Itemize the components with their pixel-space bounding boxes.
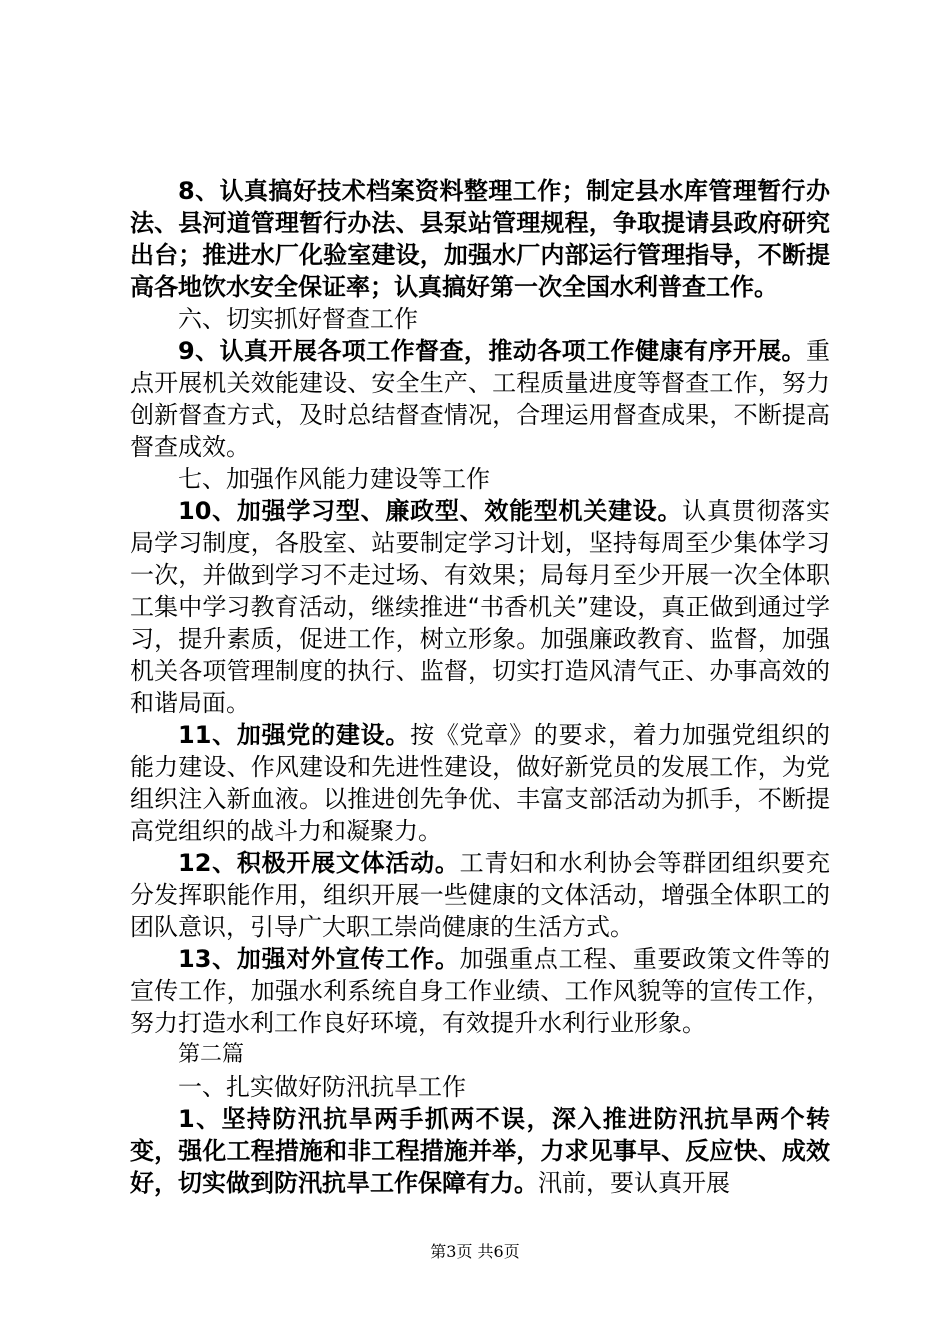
paragraph-8-text: 8、认真搞好技术档案资料整理工作；制定县水库管理暂行办法、县河道管理暂行办法、县泵站管理规程，争取提请县政府研究出台；推进水厂化验室建设，加强水厂内部运行管理指导，不断提高各地饮水安全保证率；认真搞好第一次全国水利普查工作。 (130, 177, 830, 301)
paragraph-13 (130, 943, 830, 1039)
page-footer (0, 1242, 950, 1262)
paragraph-9-lead: 9、认真开展各项工作督查，推动各项工作健康有序开展。 (178, 337, 806, 365)
section-heading-1 (130, 1071, 830, 1103)
paragraph-9 (130, 335, 830, 463)
section-heading-6 (130, 303, 830, 335)
section-heading-1-text: 一、扎实做好防汛抗旱工作 (178, 1073, 466, 1101)
paragraph-8 (130, 175, 830, 303)
paragraph-9-text: 重点开展机关效能建设、安全生产、工程质量进度等督查工作，努力创新督查方式，及时总结督查情况，合理运用督查成果，不断提高督查成效。 (130, 337, 830, 461)
paragraph-13-lead: 13、加强对外宣传工作。 (178, 945, 460, 973)
paragraph-11 (130, 719, 830, 847)
part-label (130, 1039, 830, 1071)
section-heading-7 (130, 463, 830, 495)
section-heading-7-text: 七、加强作风能力建设等工作 (178, 465, 490, 493)
paragraph-10-text: 认真贯彻落实局学习制度，各股室、站要制定学习计划，坚持每周至少集体学习一次，并做到学习不走过场、有效果；局每月至少开展一次全体职工集中学习教育活动，继续推进“书香机关”建设，真正做到通过学习，提升素质，促进工作，树立形象。加强廉政教育、监督，加强机关各项管理制度的执行、监督，切实打造风清气正、办事高效的和谐局面。 (130, 497, 830, 717)
paragraph-1-text: 汛前，要认真开展 (538, 1169, 730, 1197)
page-number-label: 第3页 共6页 (430, 1242, 520, 1261)
paragraph-11-text: 按《党章》的要求，着力加强党组织的能力建设、作风建设和先进性建设，做好新党员的发展工作，为党组织注入新血液。以推进创先争优、丰富支部活动为抓手，不断提高党组织的战斗力和凝聚力。 (130, 721, 830, 845)
paragraph-10-lead: 10、加强学习型、廉政型、效能型机关建设。 (178, 497, 683, 525)
paragraph-1-lead: 1、坚持防汛抗旱两手抓两不误，深入推进防汛抗旱两个转变，强化工程措施和非工程措施并举，力求见事早、反应快、成效好，切实做到防汛抗旱工作保障有力。 (130, 1105, 830, 1197)
paragraph-12-lead: 12、积极开展文体活动。 (178, 849, 460, 877)
paragraph-13-text: 加强重点工程、重要政策文件等的宣传工作，加强水利系统自身工作业绩、工作风貌等的宣传工作，努力打造水利工作良好环境，有效提升水利行业形象。 (130, 945, 831, 1037)
paragraph-12 (130, 847, 830, 943)
paragraph-10 (130, 495, 830, 719)
document-body (130, 175, 830, 1199)
part-label-text: 第二篇 (178, 1042, 245, 1067)
section-heading-6-text: 六、切实抓好督查工作 (178, 305, 418, 333)
paragraph-1 (130, 1103, 830, 1199)
paragraph-12-text: 工青妇和水利协会等群团组织要充分发挥职能作用，组织开展一些健康的文体活动，增强全体职工的团队意识，引导广大职工崇尚健康的生活方式。 (130, 849, 831, 941)
paragraph-11-lead: 11、加强党的建设。 (178, 721, 411, 749)
